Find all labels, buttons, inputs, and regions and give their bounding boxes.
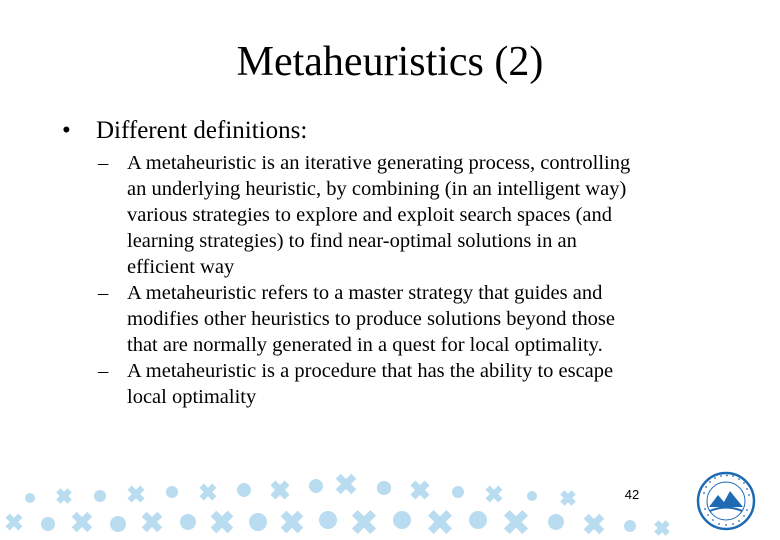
sub-bullet-line: that are normally generated in a quest for local optimality.	[127, 334, 603, 356]
slide-title: Metaheuristics (2)	[236, 39, 544, 85]
sub-bullet-item	[98, 358, 728, 410]
bullet-marker: •	[62, 117, 71, 144]
sub-bullet-line: A metaheuristic is a procedure that has the ability to escape	[127, 360, 614, 382]
dash-marker: –	[98, 282, 109, 304]
sub-bullet-line: A metaheuristic is an iterative generating process, controlling	[127, 152, 631, 174]
sub-bullet-line: modifies other heuristics to produce solutions beyond those	[127, 308, 615, 330]
page-number: 42	[624, 487, 640, 502]
sub-bullet-line: learning strategies) to find near-optimal solutions in an	[127, 230, 577, 252]
sub-bullet-line: various strategies to explore and exploit search spaces (and	[127, 204, 612, 226]
sub-bullet-list	[98, 150, 728, 410]
dash-marker: –	[98, 360, 109, 382]
bullet-text: Different definitions:	[96, 117, 308, 144]
cross-dot-pattern-icon	[0, 470, 680, 540]
sub-bullet-line: A metaheuristic refers to a master strategy that guides and	[127, 282, 603, 304]
sub-bullet-item	[98, 150, 728, 280]
sub-bullet-item	[98, 280, 728, 358]
college-logo-icon	[696, 471, 756, 531]
sub-bullet-line: an underlying heuristic, by combining (in an intelligent way)	[127, 178, 627, 200]
dash-marker: –	[98, 152, 109, 174]
sub-bullet-line: efficient way	[127, 256, 235, 278]
sub-bullet-line: local optimality	[127, 386, 257, 408]
